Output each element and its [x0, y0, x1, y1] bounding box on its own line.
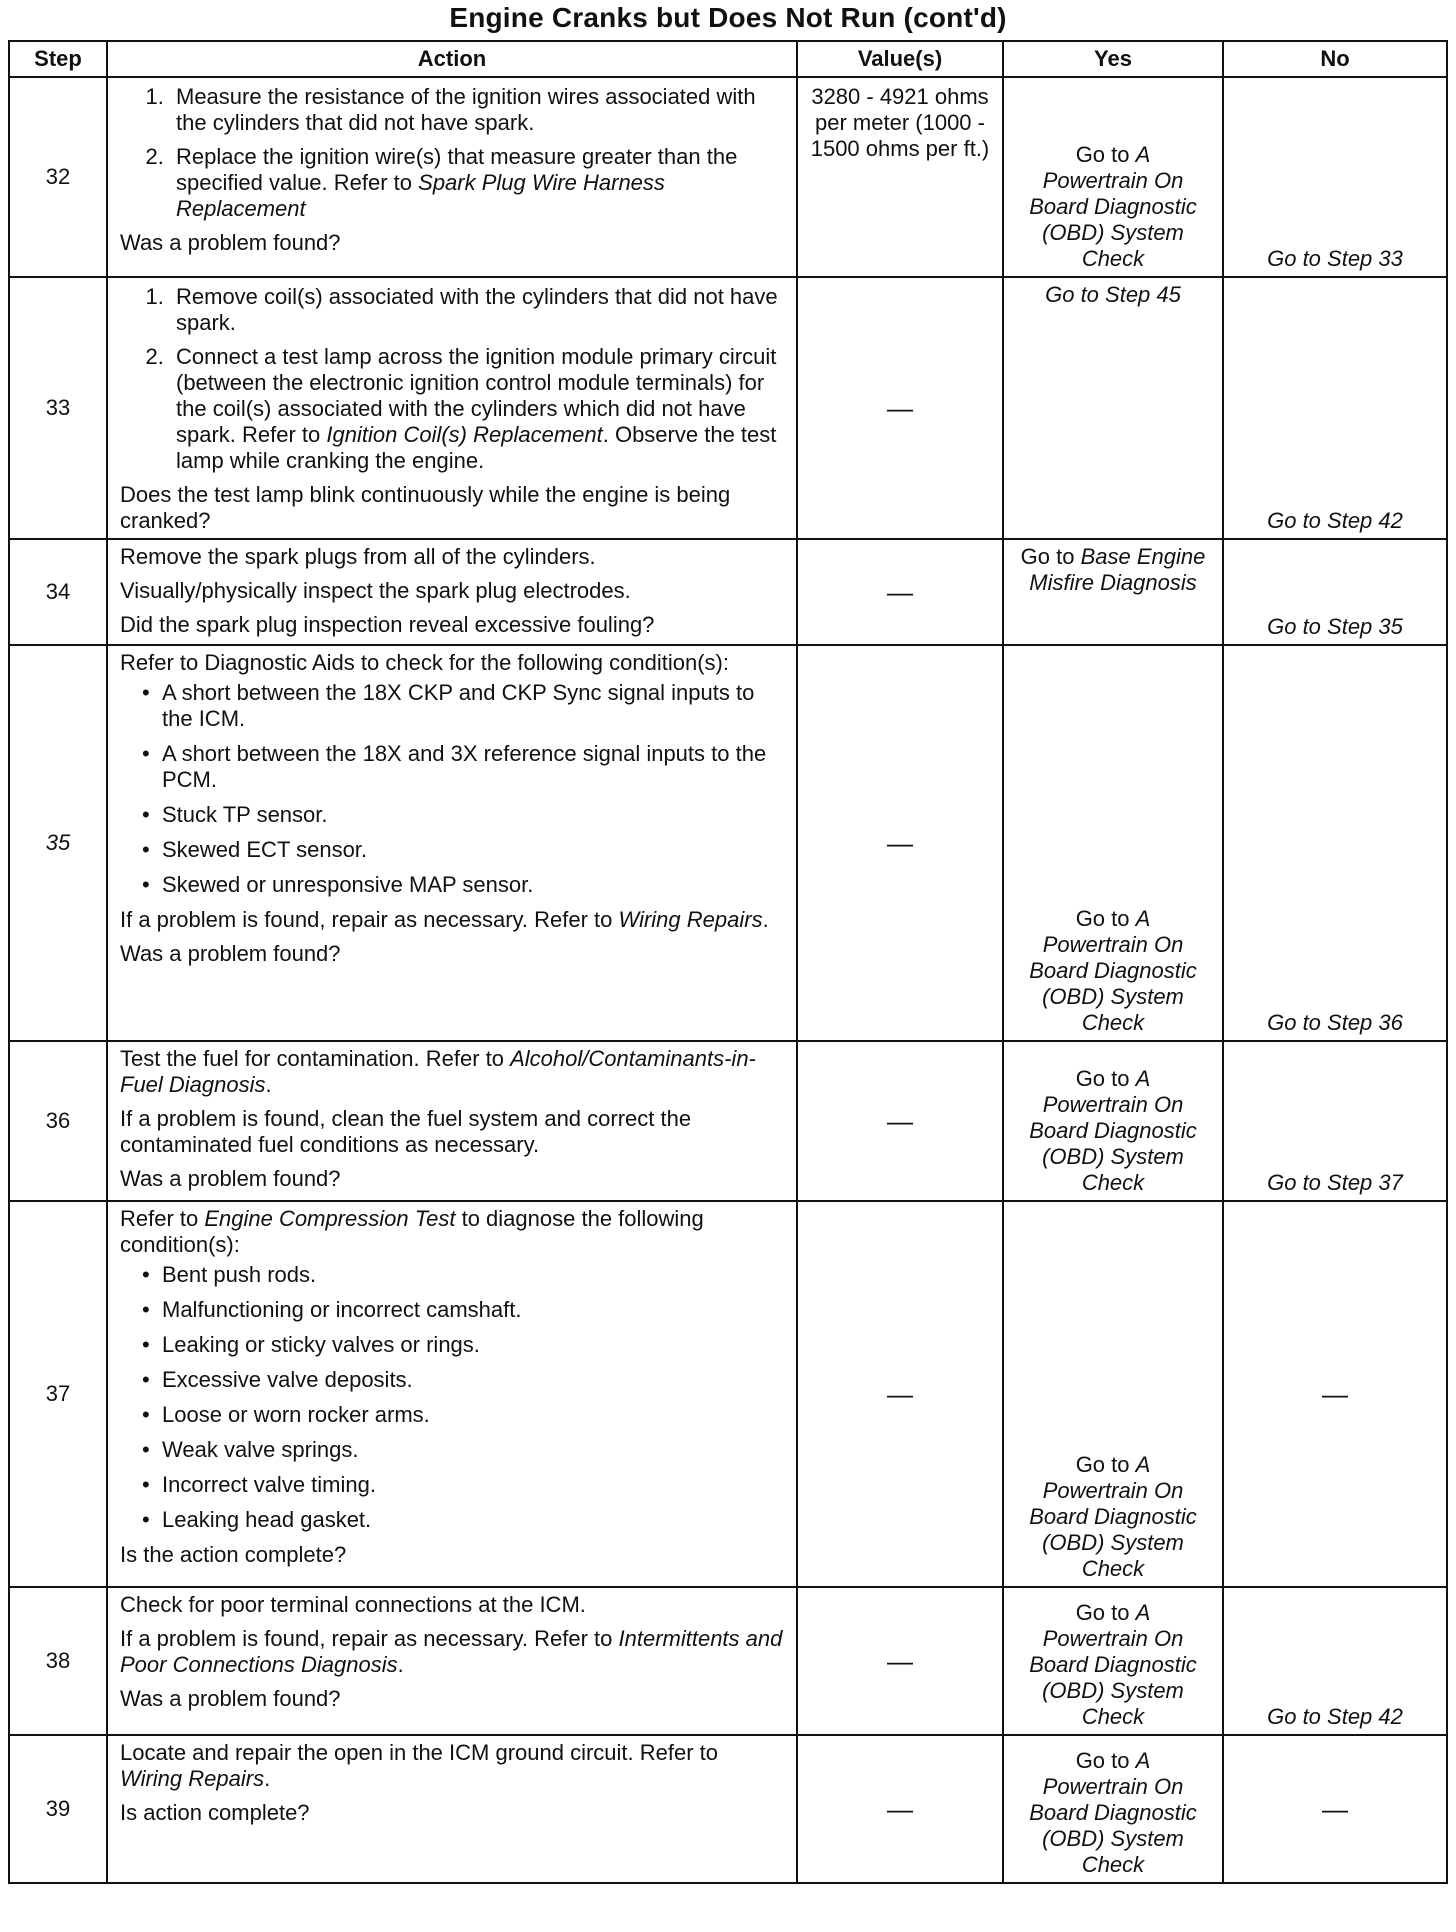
header-step: Step: [9, 41, 107, 77]
list-item: • Skewed or unresponsive MAP sensor.: [162, 872, 786, 898]
value-cell: —: [797, 1041, 1003, 1201]
reference-link: Spark Plug Wire Harness Replacement: [176, 170, 665, 221]
action-question: Did the spark plug inspection reveal excessive fouling?: [120, 612, 655, 637]
table-row: [9, 1201, 1447, 1587]
table-row: [9, 645, 1447, 1041]
header-values: Value(s): [797, 41, 1003, 77]
list-item: • A short between the 18X and 3X reference signal inputs to the PCM.: [162, 741, 786, 793]
no-goto: Go to Step 35: [1267, 614, 1403, 639]
value-cell: 3280 - 4921 ohms per meter (1000 - 1500 ohms per ft.): [797, 77, 1003, 277]
yes-obd-check: [1004, 1452, 1222, 1582]
page-title: Engine Cranks but Does Not Run (cont'd): [449, 2, 1007, 33]
no-goto: Go to Step 42: [1267, 508, 1403, 533]
yes-cell: [1003, 1735, 1223, 1883]
no-goto: Go to Step 36: [1267, 1010, 1403, 1035]
reference-link: Wiring Repairs: [120, 1766, 265, 1791]
action-cell: [107, 539, 797, 645]
action-line: Locate and repair the open in the ICM ground circuit. Refer to Wiring Repairs.: [120, 1740, 719, 1791]
yes-line: Check: [1081, 1852, 1145, 1877]
no-cell: —: [1223, 1735, 1447, 1883]
yes-line: (OBD) System: [1042, 1530, 1184, 1555]
diagnostic-table: [8, 40, 1448, 1884]
reference-link: Alcohol/Contaminants-in-Fuel Diagnosis: [120, 1046, 756, 1097]
yes-line: Powertrain On: [1042, 1478, 1184, 1503]
action-cell: [107, 277, 797, 539]
yes-line: Go to A: [1075, 1066, 1151, 1091]
no-cell: [1223, 77, 1447, 277]
yes-cell: [1003, 77, 1223, 277]
yes-line: Board Diagnostic: [1029, 194, 1197, 219]
yes-line: Go to A: [1075, 906, 1151, 931]
yes-obd-check: [1004, 1748, 1222, 1878]
no-cell: [1223, 1041, 1447, 1201]
yes-line: Board Diagnostic: [1029, 1652, 1197, 1677]
step-number: 33: [9, 277, 107, 539]
list-item: • Loose or worn rocker arms.: [162, 1402, 786, 1428]
list-item: • Malfunctioning or incorrect camshaft.: [162, 1297, 786, 1323]
list-item: • Weak valve springs.: [162, 1437, 786, 1463]
yes-line: Check: [1081, 1556, 1145, 1581]
step-number: 39: [9, 1735, 107, 1883]
action-item: 2. Replace the ignition wire(s) that measure greater than the specified value. Refer to Spark Plug Wire Harness Replacement: [170, 144, 786, 222]
yes-line: Check: [1081, 1170, 1145, 1195]
yes-line: Go to A: [1075, 1600, 1151, 1625]
no-goto: Go to Step 37: [1267, 1170, 1403, 1195]
header-no: No: [1223, 41, 1447, 77]
table-row: [9, 1041, 1447, 1201]
yes-line: (OBD) System: [1042, 984, 1184, 1009]
reference-link: Wiring Repairs: [618, 907, 763, 932]
yes-line: Board Diagnostic: [1029, 1504, 1197, 1529]
step-number: 35: [9, 645, 107, 1041]
value-cell: —: [797, 645, 1003, 1041]
yes-cell: [1003, 1587, 1223, 1735]
table-row: [9, 77, 1447, 277]
action-line: Remove the spark plugs from all of the cylinders.: [120, 544, 596, 569]
yes-cell: [1003, 1201, 1223, 1587]
action-item: 1. Remove coil(s) associated with the cylinders that did not have spark.: [170, 284, 786, 336]
action-question: Was a problem found?: [120, 1686, 341, 1711]
step-number: 34: [9, 539, 107, 645]
list-item: • Skewed ECT sensor.: [162, 837, 786, 863]
yes-line: Board Diagnostic: [1029, 958, 1197, 983]
action-cell: [107, 1041, 797, 1201]
action-question: Is action complete?: [120, 1800, 310, 1825]
no-cell: [1223, 645, 1447, 1041]
action-line: If a problem is found, clean the fuel system and correct the contaminated fuel conditions as necessary.: [120, 1106, 692, 1157]
yes-line: Board Diagnostic: [1029, 1118, 1197, 1143]
step-number: 37: [9, 1201, 107, 1587]
value-cell: —: [797, 539, 1003, 645]
action-line: If a problem is found, repair as necessary. Refer to Wiring Repairs.: [120, 907, 769, 932]
yes-line: Check: [1081, 1010, 1145, 1035]
yes-goto: Go to Step 45: [1045, 282, 1181, 307]
reference-link: Intermittents and Poor Connections Diagnosis: [120, 1626, 783, 1677]
yes-line: Board Diagnostic: [1029, 1800, 1197, 1825]
action-cell: [107, 645, 797, 1041]
action-line: If a problem is found, repair as necessary. Refer to Intermittents and Poor Connections Diagnosis.: [120, 1626, 783, 1677]
yes-line: (OBD) System: [1042, 1826, 1184, 1851]
yes-obd-check: [1004, 142, 1222, 272]
action-item: 1. Measure the resistance of the ignition wires associated with the cylinders that did not have spark.: [170, 84, 786, 136]
action-question: Is the action complete?: [120, 1542, 347, 1567]
yes-line: Powertrain On: [1042, 1774, 1184, 1799]
yes-obd-check: [1004, 1066, 1222, 1196]
list-item: • Incorrect valve timing.: [162, 1472, 786, 1498]
no-goto: Go to Step 33: [1267, 246, 1403, 271]
action-cell: [107, 1201, 797, 1587]
no-cell: [1223, 1587, 1447, 1735]
yes-cell: [1003, 1041, 1223, 1201]
header-yes: Yes: [1003, 41, 1223, 77]
no-cell: [1223, 539, 1447, 645]
yes-line: (OBD) System: [1042, 1678, 1184, 1703]
step-number: 38: [9, 1587, 107, 1735]
action-cell: [107, 77, 797, 277]
no-cell: —: [1223, 1201, 1447, 1587]
action-item: 2. Connect a test lamp across the ignition module primary circuit (between the electronic ignition control module terminals) for the coil(s) associated with the cylinders which did not have spark. Refer to Ignition Coil(s) Replacement. Observe the test lamp while cranking the engine.: [170, 344, 786, 474]
yes-line: Powertrain On: [1042, 1626, 1184, 1651]
condition-list: [120, 680, 786, 898]
yes-obd-check: [1004, 1600, 1222, 1730]
header-row: [9, 41, 1447, 77]
action-line: Visually/physically inspect the spark plug electrodes.: [120, 578, 631, 603]
yes-line: (OBD) System: [1042, 1144, 1184, 1169]
list-item: • Excessive valve deposits.: [162, 1367, 786, 1393]
action-cell: [107, 1587, 797, 1735]
table-row: [9, 1735, 1447, 1883]
yes-line: Check: [1081, 1704, 1145, 1729]
yes-line: Check: [1081, 246, 1145, 271]
yes-line: Go to A: [1075, 142, 1151, 167]
yes-line: Powertrain On: [1042, 932, 1184, 957]
value-cell: —: [797, 1201, 1003, 1587]
no-cell: [1223, 277, 1447, 539]
value-cell: —: [797, 277, 1003, 539]
yes-line: Powertrain On: [1042, 168, 1184, 193]
action-intro: Refer to Engine Compression Test to diagnose the following condition(s):: [120, 1206, 704, 1257]
list-item: • A short between the 18X CKP and CKP Sync signal inputs to the ICM.: [162, 680, 786, 732]
value-cell: —: [797, 1587, 1003, 1735]
list-item: • Leaking head gasket.: [162, 1507, 786, 1533]
action-line: Test the fuel for contamination. Refer to Alcohol/Contaminants-in-Fuel Diagnosis.: [120, 1046, 756, 1097]
yes-cell: [1003, 277, 1223, 539]
list-item: • Bent push rods.: [162, 1262, 786, 1288]
yes-cell: [1003, 645, 1223, 1041]
action-cell: [107, 1735, 797, 1883]
yes-goto: Go to Base Engine Misfire Diagnosis: [1020, 544, 1206, 595]
step-number: 32: [9, 77, 107, 277]
table-row: [9, 539, 1447, 645]
table-row: [9, 1587, 1447, 1735]
list-item: • Leaking or sticky valves or rings.: [162, 1332, 786, 1358]
reference-link: Engine Compression Test: [204, 1206, 456, 1231]
action-line: Check for poor terminal connections at the ICM.: [120, 1592, 586, 1617]
action-question: Was a problem found?: [120, 941, 341, 966]
yes-line: Go to A: [1075, 1748, 1151, 1773]
step-number: 36: [9, 1041, 107, 1201]
yes-line: (OBD) System: [1042, 220, 1184, 245]
action-question: Does the test lamp blink continuously while the engine is being cranked?: [120, 482, 731, 533]
yes-cell: [1003, 539, 1223, 645]
action-question: Was a problem found?: [120, 230, 341, 255]
table-row: [9, 277, 1447, 539]
list-item: • Stuck TP sensor.: [162, 802, 786, 828]
value-cell: —: [797, 1735, 1003, 1883]
header-action: Action: [107, 41, 797, 77]
yes-line: Go to A: [1075, 1452, 1151, 1477]
yes-obd-check: [1004, 906, 1222, 1036]
action-question: Was a problem found?: [120, 1166, 341, 1191]
no-goto: Go to Step 42: [1267, 1704, 1403, 1729]
condition-list: [120, 1262, 786, 1533]
reference-link: Ignition Coil(s) Replacement: [326, 422, 603, 447]
action-intro: Refer to Diagnostic Aids to check for the following condition(s):: [120, 650, 729, 675]
yes-line: Powertrain On: [1042, 1092, 1184, 1117]
